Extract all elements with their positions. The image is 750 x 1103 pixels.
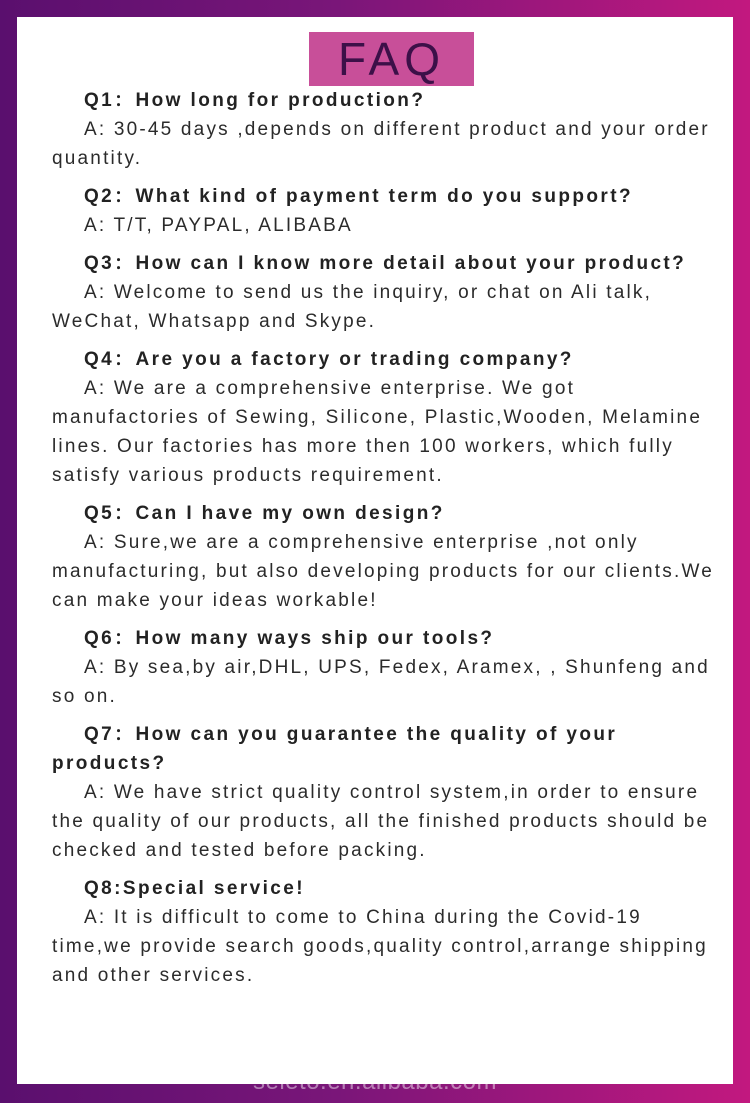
faq-item-2 xyxy=(52,182,722,240)
faq-item-6 xyxy=(52,624,722,711)
faq-answer: A: Welcome to send us the inquiry, or chat on Ali talk, WeChat, Whatsapp and Skype. xyxy=(52,282,653,332)
faq-answer: A: Sure,we are a comprehensive enterprise ,not only manufacturing, but also developing products for our clients.We can make your ideas workable! xyxy=(52,532,715,611)
faq-question: Q4：Are you a factory or trading company? xyxy=(84,349,574,370)
faq-answer: A: 30-45 days ,depends on different product and your order quantity. xyxy=(52,119,710,169)
faq-item-7 xyxy=(52,720,722,865)
faq-question: Q2：What kind of payment term do you support? xyxy=(84,186,633,207)
faq-title-box xyxy=(309,32,474,86)
faq-answer: A: We have strict quality control system,in order to ensure the quality of our products, all the finished products should be checked and tested before packing. xyxy=(52,782,710,861)
faq-question: Q1：How long for production? xyxy=(84,90,426,111)
faq-question: Q8:Special service! xyxy=(84,878,305,899)
faq-question: Q7：How can you guarantee the quality of your products? xyxy=(52,724,618,774)
faq-answer: A: T/T, PAYPAL, ALIBABA xyxy=(84,215,353,236)
watermark: seleto.en.alibaba.com xyxy=(253,1068,497,1095)
page-title: FAQ xyxy=(337,33,446,85)
faq-list xyxy=(52,86,722,999)
faq-answer: A: It is difficult to come to China during the Covid-19 time,we provide search goods,quality control,arrange shipping and other services. xyxy=(52,907,708,986)
faq-answer: A: We are a comprehensive enterprise. We got manufactories of Sewing, Silicone, Plastic,Wooden, Melamine lines. Our factories has more then 100 workers, which fully satisfy various products requirement. xyxy=(52,378,703,486)
faq-question: Q5：Can I have my own design? xyxy=(84,503,445,524)
faq-item-5 xyxy=(52,499,722,615)
faq-item-3 xyxy=(52,249,722,336)
faq-item-8 xyxy=(52,874,722,990)
faq-question: Q3：How can I know more detail about your product? xyxy=(84,253,687,274)
faq-answer: A: By sea,by air,DHL, UPS, Fedex, Aramex, , Shunfeng and so on. xyxy=(52,657,710,707)
faq-item-4 xyxy=(52,345,722,490)
faq-item-1 xyxy=(52,86,722,173)
faq-question: Q6：How many ways ship our tools? xyxy=(84,628,495,649)
